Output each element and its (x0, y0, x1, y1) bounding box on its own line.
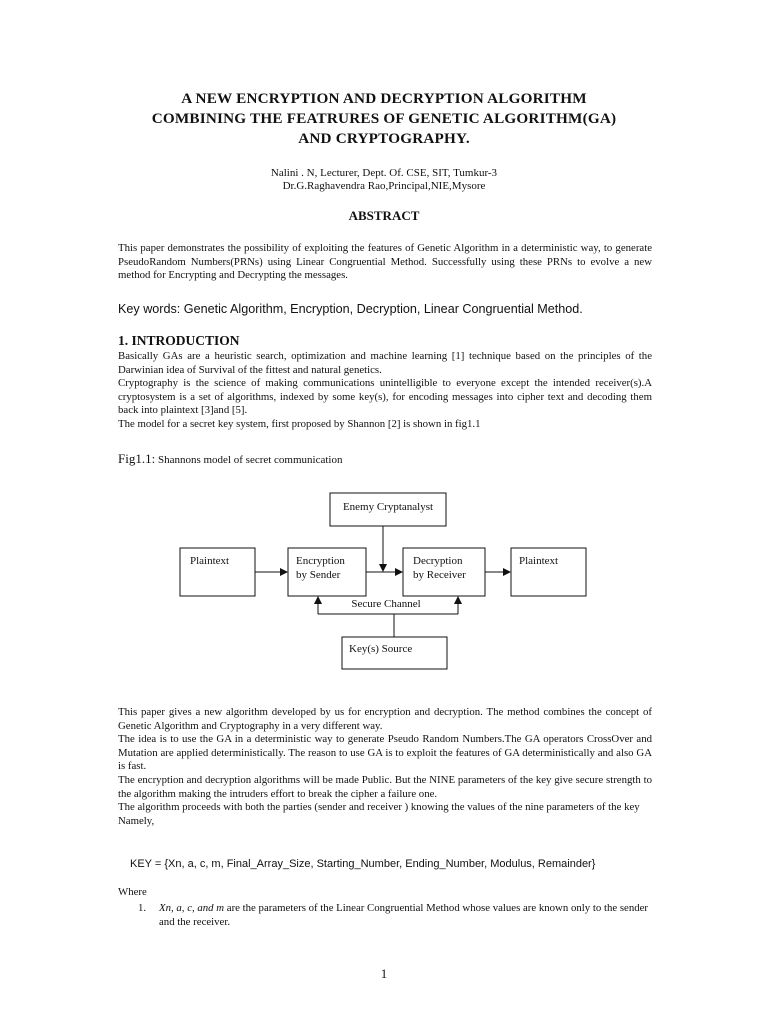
page-number: 1 (380, 966, 388, 981)
intro-paragraph: The model for a secret key system, first proposed by Shannon [2] is shown in fig1.1 (118, 417, 481, 430)
abstract-paragraph: This paper demonstrates the possibility of exploiting the features of Genetic Algorithm in a deterministic way, to generate PseudoRandom Numbers(PRNs) using Linear Congruential Method. Successfully using these PRNs to evolve a new method for Encrypting and Decrypting the messages. (118, 242, 652, 282)
decryption-label-2: by Receiver (413, 569, 466, 581)
intro-paragraph: Basically GAs are a heuristic search, optimization and machine learning [1] technique based on the principles of the Darwinian idea of Survival of the fittest and natural genetics. (118, 350, 652, 376)
figure-caption-text: Shannons model of secret communication (155, 454, 343, 466)
plaintext-out-label: Plaintext (519, 555, 559, 567)
body-text (118, 706, 652, 828)
enemy-label: Enemy Cryptanalyst (342, 501, 434, 513)
key-definition: KEY = {Xn, a, c, m, Final_Array_Size, Starting_Number, Ending_Number, Modulus, Remainder} (130, 858, 596, 870)
title-line: COMBINING THE FEATRURES OF GENETIC ALGORITHM(GA) (151, 110, 617, 127)
list-item (138, 902, 652, 929)
list-italic: Xn, a, c, and m (159, 902, 225, 914)
channel-label: Secure Channel (351, 598, 421, 610)
author-line: Dr.G.Raghavendra Rao,Principal,NIE,Mysore (282, 180, 486, 192)
body-paragraph: This paper gives a new algorithm developed by us for encryption and decryption. The method combines the concept of Genetic Algorithm and Cryptography in a very different way. (118, 706, 652, 732)
list-number: 1. (138, 902, 147, 914)
keywords: Key words: Genetic Algorithm, Encryption, Decryption, Linear Congruential Method. (118, 302, 583, 316)
body-paragraph: The algorithm proceeds with both the parties (sender and receiver ) knowing the values of the nine parameters of the key (118, 801, 640, 814)
figure-label: Fig1.1: (118, 451, 156, 466)
list-text: are the parameters of the Linear Congruential Method whose values are known only to the sender and the receiver. (159, 902, 649, 928)
title-line: AND CRYPTOGRAPHY. (298, 130, 470, 147)
body-paragraph: The encryption and decryption algorithms will be made Public. But the NINE parameters of the key give secure strength to the algorithm making the intruders effort to break the cipher a failure one. (118, 773, 652, 800)
encryption-label-1: Encryption (296, 555, 345, 567)
where-label: Where (118, 886, 147, 898)
plaintext-in-label: Plaintext (190, 555, 230, 567)
section-heading: 1. INTRODUCTION (118, 333, 240, 348)
body-paragraph: Namely, (118, 814, 155, 827)
intro-paragraph: Cryptography is the science of making communications unintelligible to everyone except the intended receiver(s).A cryptosystem is a set of algorithms, indexed by some key(s), for encoding messages into cipher text and decoding them back into plaintext [3]and [5]. (118, 377, 652, 417)
title-line: A NEW ENCRYPTION AND DECRYPTION ALGORITHM (181, 90, 587, 107)
keysource-label: Key(s) Source (349, 643, 413, 655)
decryption-label-1: Decryption (413, 555, 463, 567)
body-paragraph: The idea is to use the GA in a deterministic way to generate Pseudo Random Numbers.The GA operators CrossOver and Mutation are applied deterministically. The reason to use GA is to exploit the features of GA deterministically and also GA is fast. (118, 733, 652, 773)
author-line: Nalini . N, Lecturer, Dept. Of. CSE, SIT, Tumkur-3 (270, 167, 498, 179)
encryption-label-2: by Sender (296, 569, 341, 581)
abstract-heading: ABSTRACT (348, 208, 420, 223)
